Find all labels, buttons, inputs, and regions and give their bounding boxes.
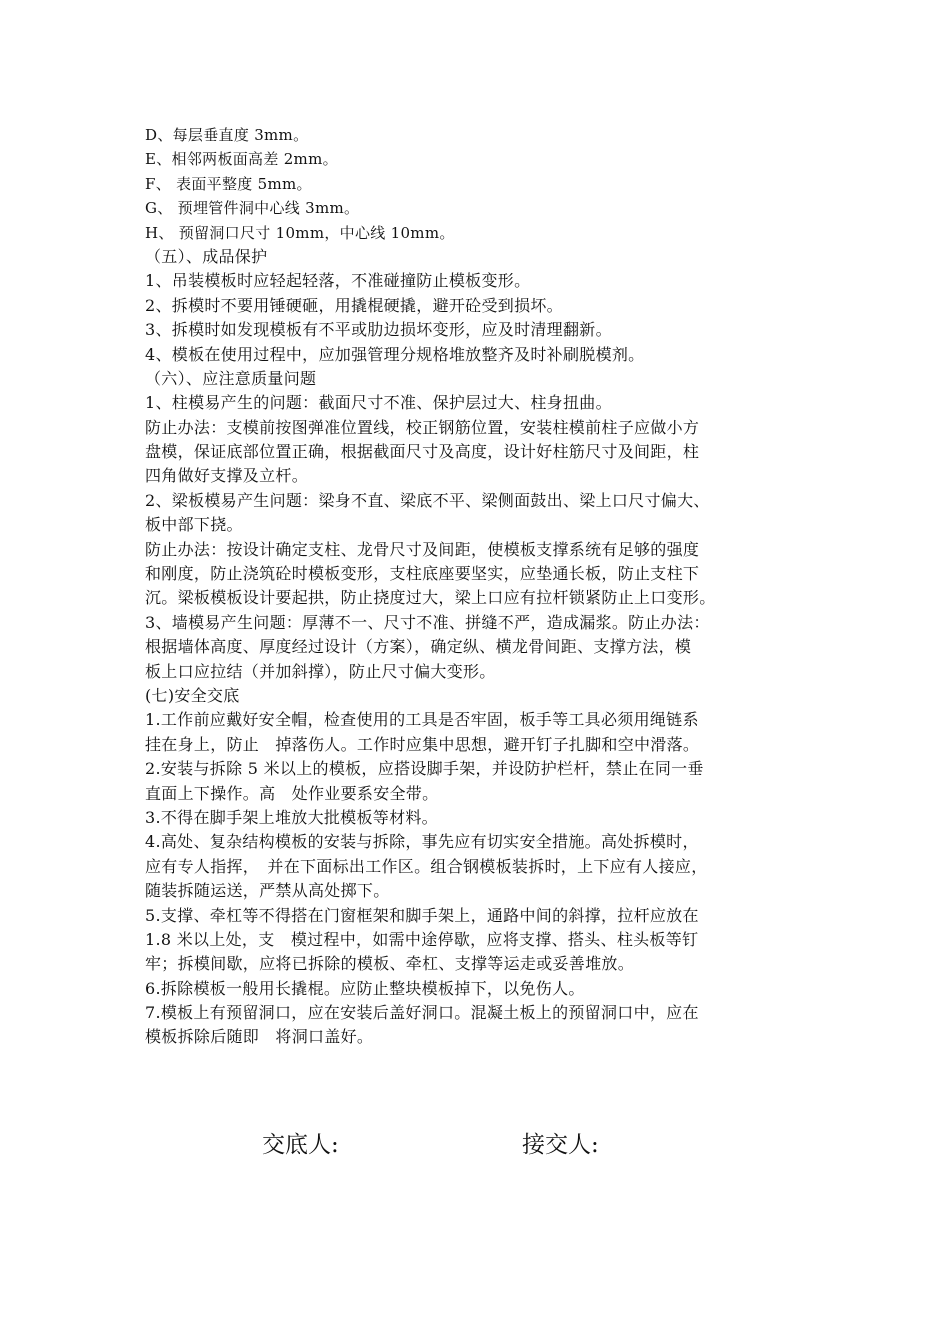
text-line: 挂在身上，防止 掉落伤人。工作时应集中思想，避开钉子扎脚和空中滑落。	[145, 734, 700, 754]
text-line: 4.高处、复杂结构模板的安装与拆除，事先应有切实安全措施。高处拆模时，	[145, 832, 699, 852]
text-line: 盘模，保证底部位置正确，根据截面尺寸及高度，设计好柱筋尺寸及间距，柱	[145, 442, 700, 462]
text-line: D、每层垂直度 3mm。	[145, 126, 309, 144]
section-heading: （五）、成品保护	[145, 246, 268, 266]
text-line: G、 预埋管件洞中心线 3mm。	[145, 199, 360, 218]
text-line: 3.不得在脚手架上堆放大批模板等材料。	[145, 807, 438, 827]
text-line: 2、拆模时不要用锤硬砸，用撬棍硬撬，避开砼受到损坏。	[145, 295, 563, 315]
text-line: 模板拆除后随即 将洞口盖好。	[145, 1027, 374, 1047]
text-line: H、 预留洞口尺寸 10mm，中心线 10mm。	[145, 223, 455, 242]
text-line: F、 表面平整度 5mm。	[145, 174, 312, 193]
text-line: 3、拆模时如发现模板有不平或肋边损坏变形，应及时清理翻新。	[145, 320, 612, 340]
text-line: 牢；拆模间歇，应将已拆除的模板、牵杠、支撑等运走或妥善堆放。	[145, 954, 635, 974]
text-line: 1、吊装模板时应轻起轻落，不准碰撞防止模板变形。	[145, 271, 531, 291]
section-heading: （六）、应注意质量问题	[145, 368, 317, 388]
text-line: 根据墙体高度、厚度经过设计（方案），确定纵、横龙骨间距、支撑方法，模	[145, 637, 692, 657]
text-line: 和刚度，防止浇筑砼时模板变形，支柱底座要坚实，应垫通长板，防止支柱下	[145, 564, 700, 584]
text-line: 防止办法：支模前按图弹准位置线，校正钢筋位置，安装柱模前柱子应做小方	[145, 417, 700, 437]
text-line: 2.安装与拆除 5 米以上的模板，应搭设脚手架，并设防护栏杆，禁止在同一垂	[145, 759, 704, 779]
text-line: 随装拆随运送，严禁从高处掷下。	[145, 881, 390, 901]
text-line: 沉。梁板模板设计要起拱，防止挠度过大，梁上口应有拉杆锁紧防止上口变形。	[145, 588, 716, 608]
text-line: 3、墙模易产生问题：厚薄不一、尺寸不准、拼缝不严，造成漏浆。防止办法：	[145, 612, 710, 632]
text-line: 1.工作前应戴好安全帽，检查使用的工具是否牢固，板手等工具必须用绳链系	[145, 710, 699, 730]
text-line: 5.支撑、牵杠等不得搭在门窗框架和脚手架上，通路中间的斜撑，拉杆应放在	[145, 905, 699, 925]
text-line: 板上口应拉结（并加斜撑），防止尺寸偏大变形。	[145, 661, 496, 681]
text-line: E、相邻两板面高差 2mm。	[145, 150, 338, 169]
document-body	[145, 123, 825, 1050]
section-heading: (七)安全交底	[145, 685, 240, 705]
text-line: 1、柱模易产生的问题：截面尺寸不准、保护层过大、柱身扭曲。	[145, 393, 612, 413]
text-line: 四角做好支撑及立杆。	[145, 466, 309, 486]
text-line: 7.模板上有预留洞口，应在安装后盖好洞口。混凝土板上的预留洞口中，应在	[145, 1003, 699, 1023]
text-line: 板中部下挠。	[145, 515, 243, 535]
text-line: 4、模板在使用过程中，应加强管理分规格堆放整齐及时补刷脱模剂。	[145, 344, 645, 364]
briefer-signature-label: 交底人:	[262, 1132, 339, 1158]
text-line: 2、梁板模易产生问题：梁身不直、梁底不平、梁侧面鼓出、梁上口尺寸偏大、	[145, 490, 710, 510]
text-line: 6.拆除模板一般用长撬棍。应防止整块模板掉下，以免伤人。	[145, 978, 585, 998]
receiver-signature-label: 接交人:	[522, 1132, 599, 1158]
text-line: 直面上下操作。高 处作业要系安全带。	[145, 783, 439, 803]
signature-row	[0, 1126, 950, 1166]
text-line: 1.8 米以上处，支 模过程中，如需中途停歇，应将支撑、搭头、柱头板等钉	[145, 929, 699, 949]
text-line: 应有专人指挥， 并在下面标出工作区。组合钢模板装拆时，上下应有人接应，	[145, 856, 708, 876]
text-line: 防止办法：按设计确定支柱、龙骨尺寸及间距，使模板支撑系统有足够的强度	[145, 539, 700, 559]
